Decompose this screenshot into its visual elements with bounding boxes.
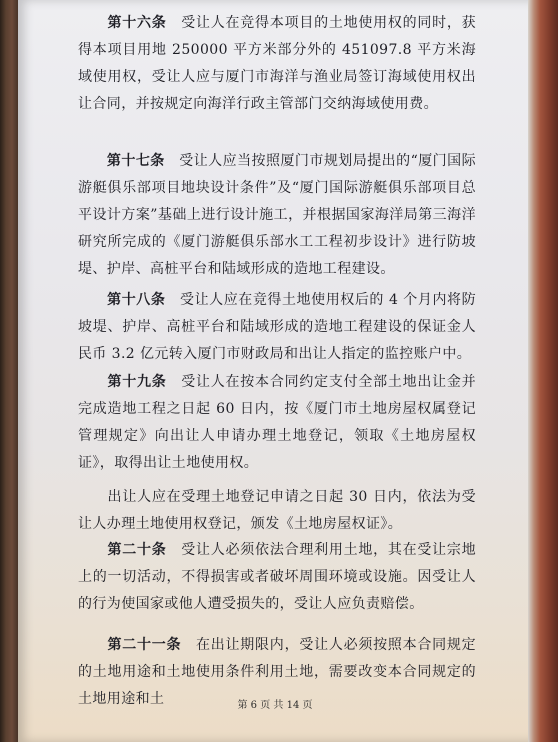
paragraph-article-20 (78, 537, 476, 618)
paragraph-text: 出让人应在受理土地登记申请之日起 30 日内，依法为受让人办理土地使用权登记，颁发《土地房屋权证》。 (78, 489, 476, 532)
document-page (18, 0, 532, 742)
desk-edge (528, 0, 558, 742)
paragraph-article-18 (78, 287, 476, 368)
article-heading: 第十九条 (107, 374, 167, 390)
article-heading: 第十七条 (106, 153, 165, 169)
article-heading: 第二十一条 (107, 637, 182, 653)
paragraph-article-17 (78, 148, 476, 283)
article-text: 受让人应在竞得土地使用权后的 4 个月内将防坡堤、护岸、高桩平台和陆域形成的造地工程建设的保证金人民币 3.2 亿元转入厦门市财政局和出让人指定的监控账户中。 (78, 292, 476, 362)
article-heading: 第十八条 (107, 292, 166, 308)
article-text: 在出让期限内，受让人必须按照本合同规定的土地用途和土地使用条件利用土地，需要改变本合同规定的土地用途和土 (78, 637, 476, 707)
paragraph-registration (78, 484, 476, 538)
article-text: 受让人在竞得本项目的土地使用权的同时，获得本项目用地 250000 平方米部分外的 451097.8 平方米海域使用权，受让人应与厦门市海洋与渔业局签订海域使用权出让合同，并按规定向海洋行政主管部门交纳海域使用费。 (78, 15, 476, 112)
page-number-footer: 第 6 页 共 14 页 (237, 700, 313, 711)
article-heading: 第二十条 (107, 542, 167, 558)
paragraph-article-16 (78, 10, 476, 118)
paragraph-article-19 (78, 369, 476, 477)
article-text: 受让人应当按照厦门市规划局提出的“厦门国际游艇俱乐部项目地块设计条件”及“厦门国际游艇俱乐部项目总平设计方案”基础上进行设计施工，并根据国家海洋局第三海洋研究所完成的《厦门游艇俱乐部水工工程初步设计》进行防坡堤、护岸、高桩平台和陆域形成的造地工程建设。 (78, 153, 476, 277)
article-text: 受让人在按本合同约定支付全部土地出让金并完成造地工程之日起 60 日内，按《厦门市土地房屋权属登记管理规定》向出让人申请办理土地登记，领取《土地房屋权证》，取得出让土地使用权。 (78, 374, 476, 471)
article-text: 受让人必须依法合理利用土地，其在受让宗地上的一切活动，不得损害或者破坏周围环境或设施。因受让人的行为使国家或他人遭受损失的，受让人应负责赔偿。 (78, 542, 476, 612)
article-heading: 第十六条 (107, 15, 167, 31)
